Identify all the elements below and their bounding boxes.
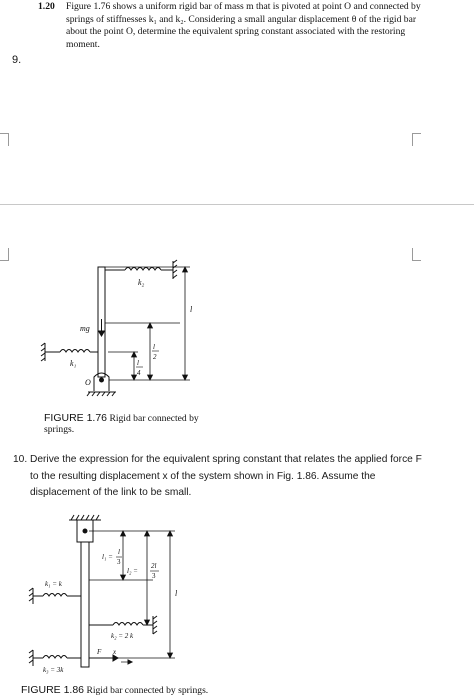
caption-text: Rigid bar connected by springs. [86, 685, 209, 696]
spring-k3 [29, 650, 81, 666]
ceiling-hatch [71, 515, 99, 520]
spring-k1 [29, 588, 81, 604]
label-x: x [113, 648, 117, 656]
crop-mark-bottom-right [412, 248, 421, 261]
label-l2-den: 3 [152, 572, 156, 580]
question-number: 10. [13, 454, 28, 465]
label-mg: mg [80, 324, 90, 333]
ground-hatch [87, 392, 115, 396]
spring-k2 [105, 260, 177, 279]
figure-1-86 [25, 512, 225, 682]
question-line-3: displacement of the link to be small. [30, 487, 192, 498]
question-10 [13, 452, 463, 502]
label-l1: l₁ = [102, 553, 113, 561]
label-k2: k₂ [138, 278, 145, 287]
problem-number: 1.20 [38, 1, 55, 12]
label-O: O [85, 378, 91, 387]
label-half-den: 2 [153, 353, 157, 361]
label-half-num: l [153, 343, 155, 351]
label-k1: k₁ [70, 359, 77, 368]
label-k3: k₃ = 3k [43, 666, 64, 674]
caption-label: FIGURE 1.86 [21, 684, 85, 696]
figure-1-76 [30, 255, 230, 405]
dimension-lines [105, 267, 190, 380]
label-F: F [97, 648, 102, 656]
problem-text: Figure 1.76 shows a uniform rigid bar of mass m that is pivoted at point O and connected by springs of stiffnesses k₁ and k₂. Considering a small angular displacement θ of the rigid bar about the point O, determine the equivalent spring constant associated with the restoring moment. [66, 1, 421, 50]
label-l2-num: 2l [151, 562, 157, 570]
question-line-2: to the resulting displacement x of the system shown in Fig. 1.86. Assume the [30, 470, 376, 482]
pivot-pin [83, 529, 87, 533]
question-line-1: Derive the expression for the equivalent spring constant that relates the applied force F [30, 454, 422, 465]
label-l: l [175, 589, 178, 598]
label-l1-den: 3 [117, 558, 121, 566]
caption-text: Rigid bar connected by springs. [44, 413, 199, 435]
rigid-link [81, 542, 89, 667]
page-divider [0, 204, 474, 205]
label-quarter-den: 4 [137, 369, 141, 377]
label-k2: k₂ = 2 k [111, 632, 134, 640]
pivot-pin [100, 378, 104, 382]
label-l1-num: l [118, 548, 120, 556]
question-9-number: 9. [12, 54, 22, 66]
label-l2: l₂ = [127, 567, 138, 575]
crop-mark-bottom-left [0, 248, 9, 261]
figure-1-86-caption [21, 684, 208, 696]
crop-mark-top-left [0, 133, 9, 146]
label-k1: k₁ = k [45, 580, 62, 588]
label-quarter-num: l [137, 359, 139, 367]
caption-label: FIGURE 1.76 [44, 412, 108, 424]
crop-mark-top-right [412, 133, 421, 146]
figure-1-76-caption [44, 413, 214, 435]
problem-1-20 [38, 1, 433, 51]
label-l: l [190, 305, 193, 314]
